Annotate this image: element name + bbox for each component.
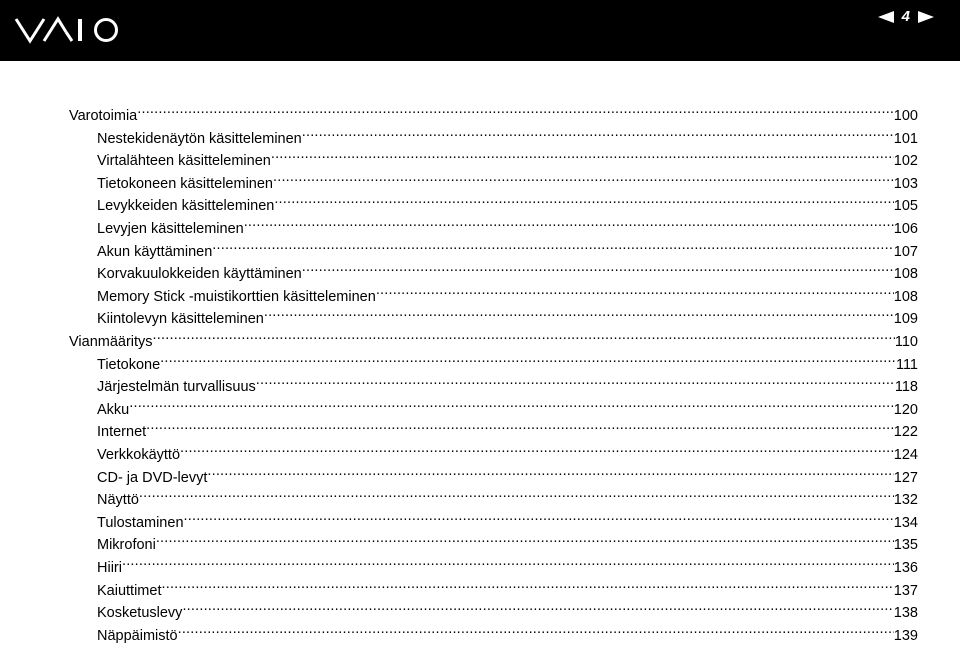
toc-dot-leader	[274, 188, 893, 210]
toc-entry-title: Levykkeiden käsitteleminen	[97, 198, 275, 215]
previous-page-icon[interactable]	[878, 11, 894, 23]
toc-entry-page: 127	[893, 469, 918, 486]
toc-dot-leader	[146, 414, 894, 436]
toc-entry[interactable]	[97, 188, 918, 215]
toc-entry[interactable]	[69, 98, 918, 124]
toc-entry-title: Korvakuulokkeiden käyttäminen	[97, 266, 302, 283]
toc-entry[interactable]	[97, 369, 918, 396]
toc-entry-page: 103	[893, 175, 918, 192]
toc-entry-title: Vianmääritys	[69, 334, 153, 350]
toc-entry-page: 139	[893, 627, 918, 644]
toc-entry-title: Tietokone	[97, 356, 161, 373]
toc-entry[interactable]	[97, 414, 918, 441]
toc-entry-page: 137	[893, 582, 918, 599]
toc-entry-page: 107	[893, 243, 918, 260]
toc-entry-title: Nestekidenäytön käsitteleminen	[97, 130, 302, 147]
toc-entry-page: 134	[893, 514, 918, 531]
toc-entry-title: Internet	[97, 424, 147, 441]
toc-entry-title: Tulostaminen	[97, 514, 184, 531]
toc-entry-page: 101	[893, 130, 918, 147]
toc-dot-leader	[264, 301, 894, 323]
toc-dot-leader	[153, 324, 895, 346]
toc-entry-title: Näppäimistö	[97, 627, 178, 644]
toc-entry[interactable]	[97, 234, 918, 260]
toc-dot-leader	[122, 550, 894, 572]
toc-entry-page: 136	[893, 560, 918, 576]
toc-dot-leader	[178, 618, 894, 640]
toc-entry-title: Näyttö	[97, 492, 139, 509]
toc-entry[interactable]	[97, 437, 918, 463]
toc-entry-title: CD- ja DVD-levyt	[97, 469, 208, 486]
toc-dot-leader	[180, 437, 894, 459]
toc-entry[interactable]	[97, 527, 918, 554]
toc-entry-page: 138	[893, 605, 918, 622]
toc-entry[interactable]	[97, 618, 918, 644]
toc-dot-leader	[161, 573, 893, 595]
toc-entry[interactable]	[97, 505, 918, 531]
toc-entry-page: 124	[893, 447, 918, 463]
vaio-logo	[14, 15, 124, 45]
toc-dot-leader	[302, 256, 894, 278]
toc-dot-leader	[160, 347, 896, 369]
toc-entry-page: 102	[893, 153, 918, 170]
toc-entry[interactable]	[97, 573, 918, 599]
toc-dot-leader	[244, 211, 894, 233]
toc-dot-leader	[271, 143, 894, 165]
toc-entry-page: 100	[893, 108, 918, 124]
toc-dot-leader	[256, 369, 895, 391]
toc-entry[interactable]	[97, 256, 918, 283]
toc-dot-leader	[376, 279, 894, 301]
pager	[878, 8, 934, 26]
toc-entry-title: Hiiri	[97, 560, 122, 576]
toc-entry-title: Memory Stick -muistikorttien käsitteleminen	[97, 288, 376, 305]
toc-dot-leader	[182, 595, 893, 617]
next-page-icon[interactable]	[918, 11, 934, 23]
toc-entry[interactable]	[97, 550, 918, 576]
toc-entry[interactable]	[97, 121, 918, 147]
toc-entry-title: Akku	[97, 401, 130, 418]
toc-dot-leader	[207, 460, 893, 482]
toc-entry-page: 109	[893, 311, 918, 328]
toc-entry[interactable]	[97, 347, 918, 373]
toc-entry-title: Virtalähteen käsitteleminen	[97, 153, 271, 170]
toc-dot-leader	[212, 234, 894, 256]
toc-dot-leader	[184, 505, 894, 527]
toc-entry-title: Levyjen käsitteleminen	[97, 221, 244, 237]
toc-entry[interactable]	[97, 460, 918, 486]
toc-entry-page: 120	[893, 401, 918, 418]
toc-dot-leader	[302, 121, 894, 143]
toc-entry[interactable]	[69, 324, 918, 350]
toc-entry-title: Kosketuslevy	[97, 605, 183, 622]
toc-dot-leader	[273, 166, 894, 188]
toc-entry-page: 108	[893, 266, 918, 283]
toc-entry[interactable]	[97, 392, 918, 418]
toc-entry-title: Mikrofoni	[97, 537, 156, 554]
toc-entry-page: 118	[894, 379, 918, 396]
toc-dot-leader	[129, 392, 894, 414]
toc-entry-title: Kiintolevyn käsitteleminen	[97, 311, 264, 328]
toc-entry[interactable]	[97, 279, 918, 305]
toc-entry-title: Tietokoneen käsitteleminen	[97, 175, 273, 192]
toc-entry-page: 122	[893, 424, 918, 441]
toc-entry-page: 111	[895, 356, 918, 373]
toc-entry-title: Varotoimia	[69, 108, 138, 124]
toc-entry[interactable]	[97, 166, 918, 192]
toc-dot-leader	[137, 98, 894, 120]
toc-dot-leader	[156, 527, 894, 549]
toc-entry-title: Akun käyttäminen	[97, 243, 213, 260]
header-bar	[0, 0, 960, 61]
toc-entry-page: 105	[893, 198, 918, 215]
toc-entry-title: Verkkokäyttö	[97, 447, 181, 463]
toc-entry[interactable]	[97, 211, 918, 237]
toc-entry[interactable]	[97, 482, 918, 509]
toc-entry-title: Kaiuttimet	[97, 582, 162, 599]
toc-entry[interactable]	[97, 143, 918, 170]
toc-entry-page: 106	[893, 221, 918, 237]
toc-entry-page: 110	[894, 334, 918, 350]
toc-entry-page: 135	[893, 537, 918, 554]
toc-dot-leader	[139, 482, 894, 504]
toc-entry-page: 132	[893, 492, 918, 509]
toc-entry[interactable]	[97, 301, 918, 328]
page-number: 4	[901, 8, 910, 25]
toc-entry-page: 108	[893, 288, 918, 305]
toc-entry-title: Järjestelmän turvallisuus	[97, 379, 256, 396]
toc-entry[interactable]	[97, 595, 918, 622]
